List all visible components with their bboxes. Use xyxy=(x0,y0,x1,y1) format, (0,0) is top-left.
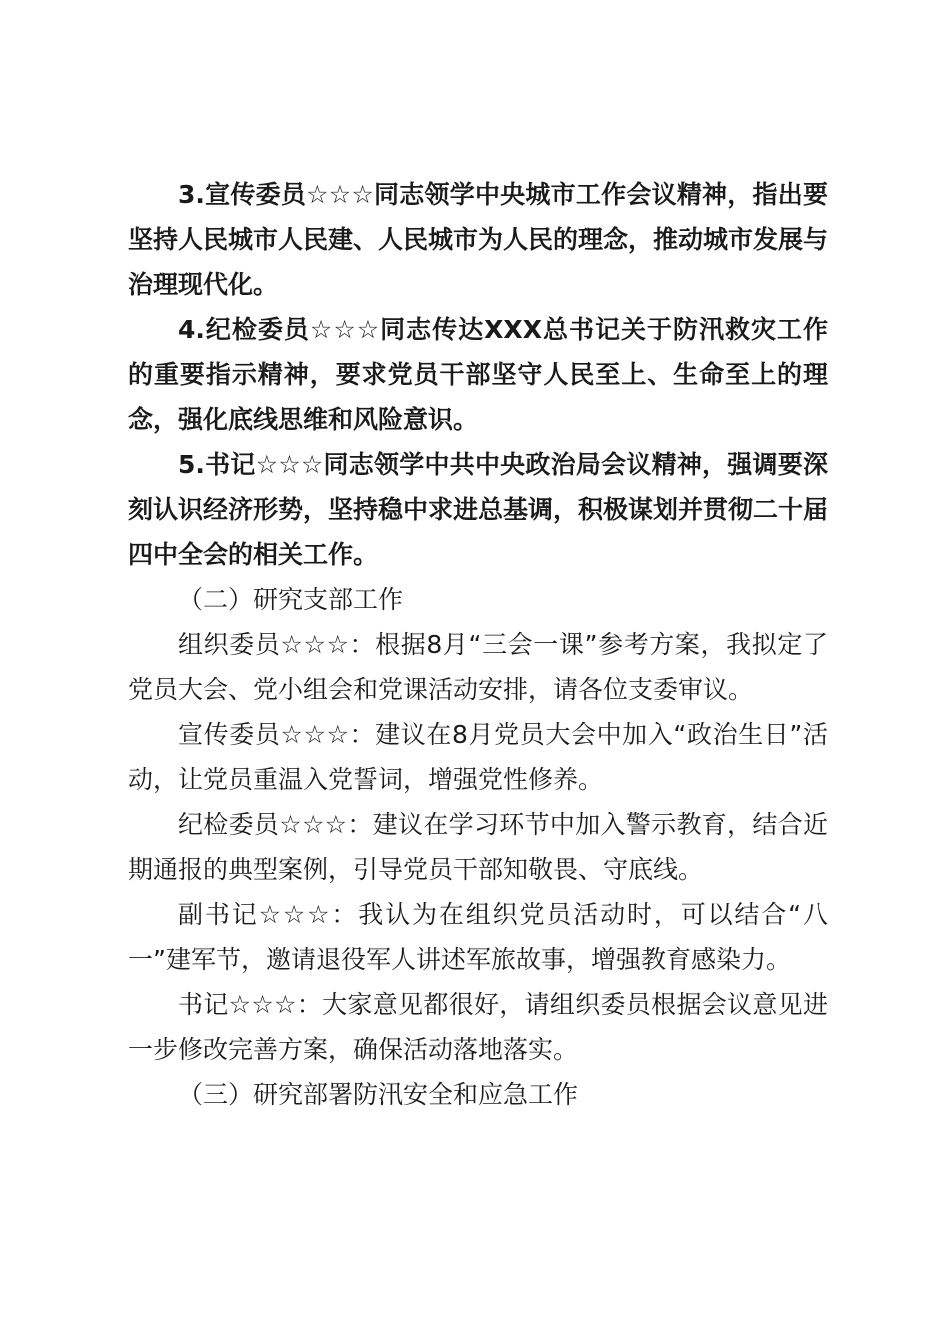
paragraph-deputy-secretary: 副书记☆☆☆：我认为在组织党员活动时，可以结合“八一”建军节，邀请退役军人讲述军旅故事，增强教育感染力。 xyxy=(128,900,828,974)
document-body xyxy=(128,172,828,1117)
paragraph-item-4: 4.纪检委员☆☆☆同志传达XXX总书记关于防汛救灾工作的重要指示精神，要求党员干部坚守人民至上、生命至上的理念，强化底线思维和风险意识。 xyxy=(128,315,828,434)
paragraph-item-3: 3.宣传委员☆☆☆同志领学中央城市工作会议精神，指出要坚持人民城市人民建、人民城市为人民的理念，推动城市发展与治理现代化。 xyxy=(128,180,829,299)
section-heading-3: （三）研究部署防汛安全和应急工作 xyxy=(178,1080,579,1109)
section-heading-2: （二）研究支部工作 xyxy=(178,585,404,614)
paragraph-discipline-member: 纪检委员☆☆☆：建议在学习环节中加入警示教育，结合近期通报的典型案例，引导党员干部知敬畏、守底线。 xyxy=(128,810,828,884)
paragraph-propaganda-member: 宣传委员☆☆☆：建议在8月党员大会中加入“政治生日”活动，让党员重温入党誓词，增强党性修养。 xyxy=(128,720,828,794)
paragraph-organization-member: 组织委员☆☆☆：根据8月“三会一课”参考方案，我拟定了党员大会、党小组会和党课活动安排，请各位支委审议。 xyxy=(128,630,828,704)
paragraph-item-5: 5.书记☆☆☆同志领学中共中央政治局会议精神，强调要深刻认识经济形势，坚持稳中求进总基调，积极谋划并贯彻二十届四中全会的相关工作。 xyxy=(128,450,829,569)
paragraph-secretary: 书记☆☆☆：大家意见都很好，请组织委员根据会议意见进一步修改完善方案，确保活动落地落实。 xyxy=(128,990,828,1064)
